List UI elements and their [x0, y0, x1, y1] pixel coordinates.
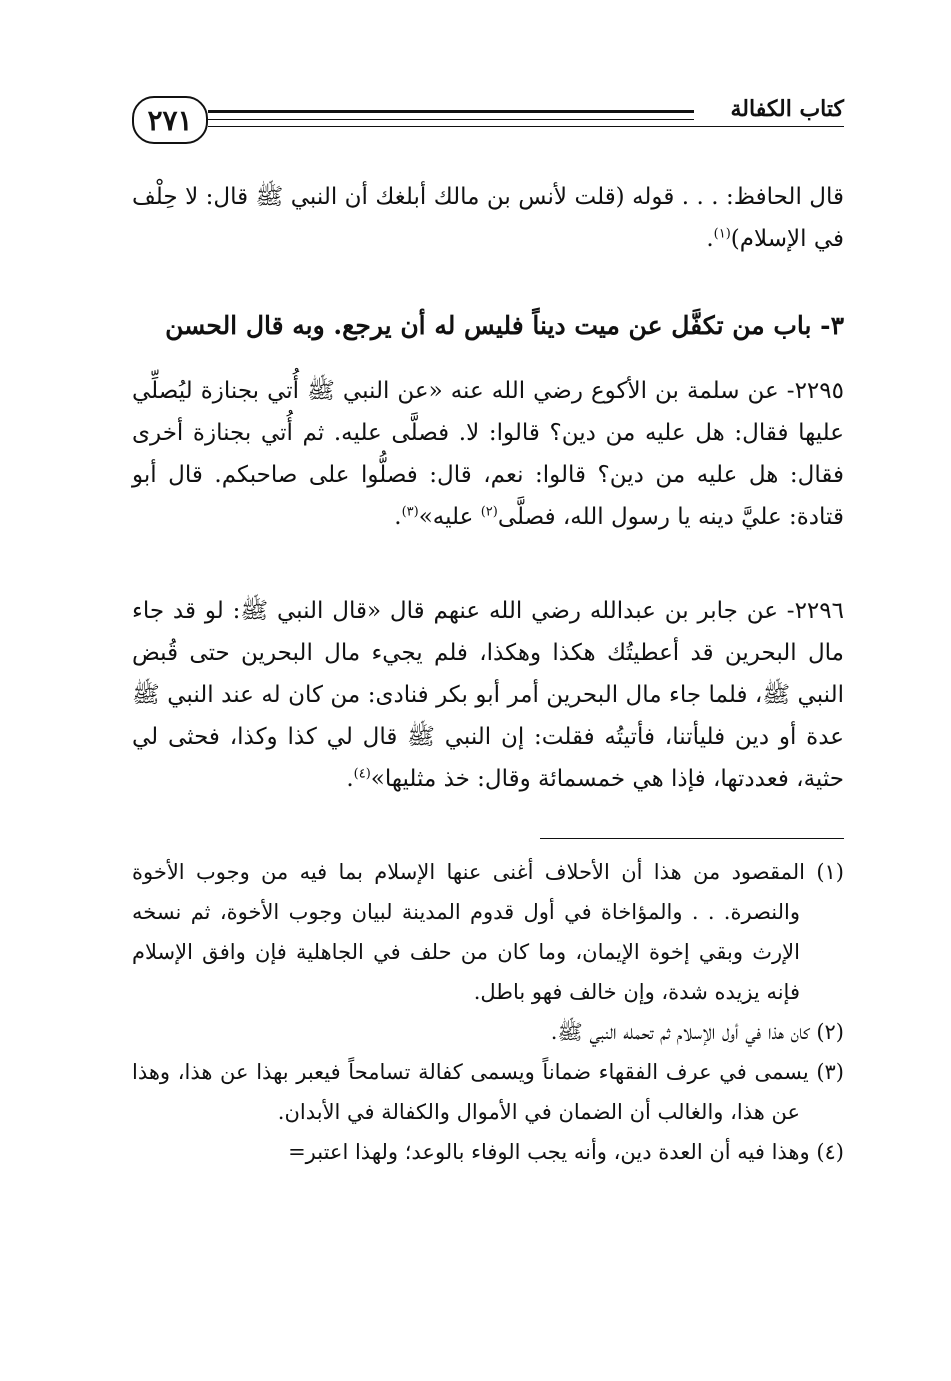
hadith-text-end: عليه» [418, 504, 481, 530]
footnotes [132, 852, 844, 1172]
intro-paragraph [132, 176, 844, 260]
footnote-ref-1: (١) [713, 226, 731, 242]
intro-text: قال الحافظ: . . . قوله (قلت لأنس بن مالك أبلغك أن النبي ﷺ قال: لا حِلْف في الإسلام) [132, 184, 844, 252]
hadith-trail: . [394, 504, 402, 530]
footnote-3: (٣) يسمى في عرف الفقهاء ضماناً ويسمى كفالة تسامحاً فيعبر بهذا عن هذا، وهذا عن هذا، والغالب أن الضمان في الأموال والكفالة في الأبدان. [132, 1060, 844, 1124]
footnote-ref-2: (٢) [480, 504, 498, 520]
hadith-2295 [132, 370, 844, 538]
footnote-ref-4: (٤) [353, 766, 371, 782]
footnote-2: (٢) كان هذا في أول الإسلام ثم تحمله النبي ﷺ. [550, 1020, 844, 1044]
footnote-1: (١) المقصود من هذا أن الأحلاف أغنى عنها الإسلام بما فيه من وجوب الأخوة والنصرة. . . والمؤاخاة في أول قدوم المدينة لبيان وجوب الأخوة، ثم نسخه الإرث وبقي إخوة الإيمان، وما كان من حلف في الجاهلية فإن وافق الإسلام فإنه يزيده شدة، وإن خالف فهو باطل. [132, 860, 844, 1004]
footnote-4: (٤) وهذا فيه أن العدة دين، وأنه يجب الوفاء بالوعد؛ ولهذا اعتبر= [288, 1140, 844, 1164]
header-underline [208, 126, 844, 127]
header-rule [208, 110, 694, 120]
hadith-2296 [132, 590, 844, 800]
book-title: كتاب الكفالة [730, 96, 844, 122]
footnote-separator [540, 838, 844, 839]
footnote-ref-3: (٣) [401, 504, 419, 520]
intro-trail: . [706, 226, 714, 252]
page-number: ٢٧١ [132, 96, 208, 144]
hadith-text: ٢٢٩٥- عن سلمة بن الأكوع رضي الله عنه «عن النبي ﷺ أُتي بجنازة ليُصلِّي عليها فقال: هل عليه من دين؟ قالوا: لا. فصلَّى عليه. ثم أُتي بجنازة أخرى فقال: هل عليه من دين؟ قالوا: نعم، قال: فصلُّوا على صاحبكم. قال أبو قتادة: عليَّ دينه يا رسول الله، فصلَّى [132, 378, 844, 530]
page-header [132, 96, 844, 146]
chapter-heading: ٣- باب من تكفَّل عن ميت ديناً فليس له أن يرجع. وبه قال الحسن [165, 311, 844, 340]
hadith-trail: . [346, 766, 354, 792]
hadith-text: ٢٢٩٦- عن جابر بن عبدالله رضي الله عنهم قال «قال النبي ﷺ: لو قد جاء مال البحرين قد أعطيتُك هكذا وهكذا، فلم يجيء مال البحرين حتى قُبض النبي ﷺ، فلما جاء مال البحرين أمر أبو بكر فنادى: من كان له عند النبي ﷺ عدة أو دين فليأتنا، فأتيتُه فقلت: إن النبي ﷺ قال لي كذا وكذا، فحثى لي حثية، فعددتها، فإذا هي خمسمائة وقال: خذ مثليها» [132, 598, 844, 792]
